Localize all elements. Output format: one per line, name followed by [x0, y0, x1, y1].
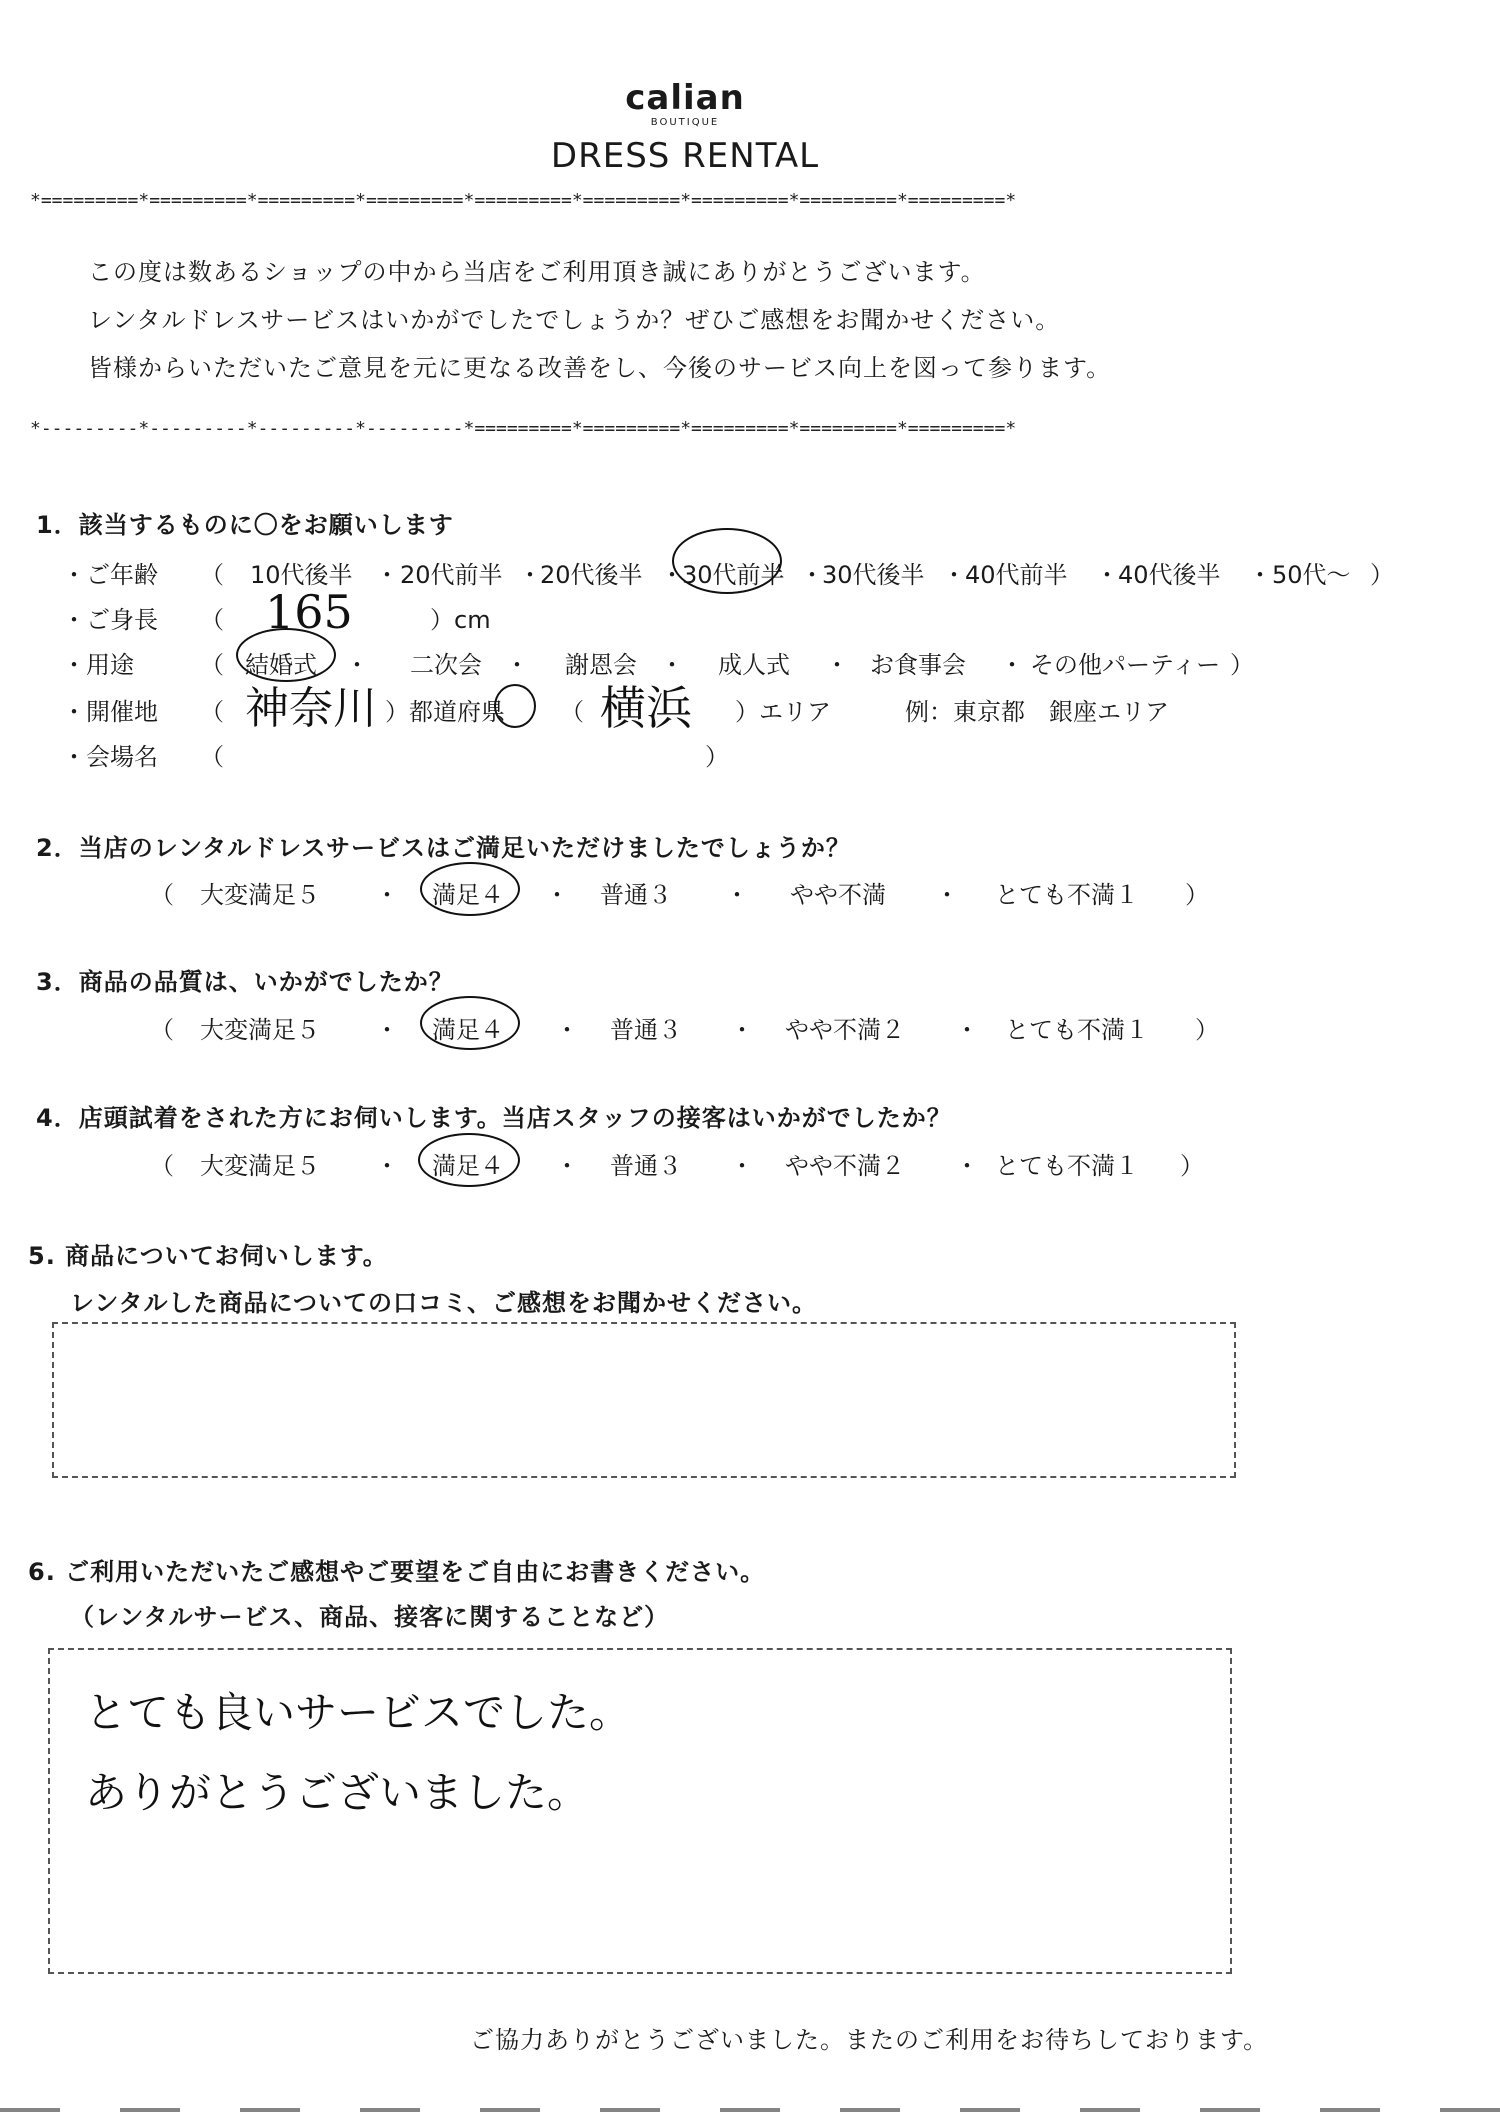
rating-separator: ・ [730, 1016, 754, 1044]
rating-separator: ・ [375, 1152, 399, 1180]
rating-separator: ・ [730, 1152, 754, 1180]
age-option-selected[interactable]: 30代前半 [682, 561, 785, 589]
purpose-option[interactable]: 成人式 [718, 651, 790, 679]
purpose-separator: ・ [660, 651, 684, 679]
age-separator: ・ [660, 561, 684, 589]
age-option[interactable]: 20代後半 [540, 561, 643, 589]
q2-title: 2．当店のレンタルドレスサービスはご満足いただけましたでしょうか？ [36, 834, 851, 862]
paren-open: （ [560, 698, 584, 726]
paren-open: （ [150, 1016, 174, 1044]
age-option[interactable]: 50代～ [1272, 561, 1351, 589]
selection-circle [494, 684, 536, 728]
purpose-separator: ・ [1000, 651, 1024, 679]
age-separator: ・ [942, 561, 966, 589]
rating-option[interactable]: 普通３ [610, 1016, 682, 1044]
age-separator: ・ [518, 561, 542, 589]
age-option[interactable]: 10代後半 [250, 561, 353, 589]
selection-circle [418, 1133, 520, 1187]
age-separator: ・ [800, 561, 824, 589]
brand-subtitle: BOUTIQUE [650, 117, 720, 128]
rating-option-selected[interactable]: 満足４ [432, 1152, 504, 1180]
rating-option[interactable]: やや不満２ [785, 1016, 905, 1044]
paren-close: ） [1230, 651, 1254, 679]
rating-option[interactable]: とても不満１ [995, 1152, 1139, 1180]
purpose-separator: ・ [345, 651, 369, 679]
paren-close: ） [1370, 561, 1394, 589]
age-option[interactable]: 30代後半 [822, 561, 925, 589]
q1-title: 1．該当するものに〇をお願いします [36, 511, 454, 539]
rating-option[interactable]: やや不満２ [785, 1152, 905, 1180]
venue-label: ・開催地 [62, 698, 158, 726]
paren-open: （ [200, 606, 224, 634]
rating-separator: ・ [555, 1152, 579, 1180]
purpose-option[interactable]: お食事会 [870, 651, 966, 679]
divider-top: *=========*=========*=========*=========*=========*=========*=========*=========*=========* [30, 190, 1017, 211]
age-option[interactable]: 20代前半 [400, 561, 503, 589]
service-title: DRESS RENTAL [550, 136, 820, 176]
rating-option[interactable]: 大変満足５ [200, 881, 320, 909]
purpose-option-selected[interactable]: 結婚式 [245, 651, 317, 679]
paren-close: ） [1180, 1152, 1204, 1180]
paren-open: （ [200, 651, 224, 679]
age-separator: ・ [375, 561, 399, 589]
venue-example: 例：東京都 銀座エリア [905, 698, 1169, 726]
age-separator: ・ [1095, 561, 1119, 589]
paren-close: ） [1195, 1016, 1219, 1044]
purpose-option[interactable]: 二次会 [410, 651, 482, 679]
height-unit: ）cm [430, 606, 491, 634]
rating-separator: ・ [375, 1016, 399, 1044]
purpose-separator: ・ [825, 651, 849, 679]
rating-separator: ・ [375, 881, 399, 909]
age-label: ・ご年齢 [62, 561, 158, 589]
q4-title: 4．店頭試着をされた方にお伺いします。当店スタッフの接客はいかがでしたか？ [36, 1104, 952, 1132]
rating-option[interactable]: とても不満１ [1005, 1016, 1149, 1044]
divider-bottom: *---------*---------*---------*---------*=========*=========*=========*=========*=========* [30, 418, 1017, 439]
scan-artifact-line [0, 2108, 1500, 2112]
selection-circle [420, 996, 520, 1050]
brand-logo: calian [625, 78, 745, 118]
height-value[interactable]: 165 [265, 585, 353, 639]
purpose-label: ・用途 [62, 651, 134, 679]
paren-open: （ [200, 743, 224, 771]
height-label: ・ご身長 [62, 606, 158, 634]
q6-answer-line-2: ありがとうございました。 [85, 1768, 590, 1817]
q5-subtitle: レンタルした商品についての口コミ、ご感想をお聞かせください。 [70, 1289, 817, 1317]
rating-option[interactable]: 大変満足５ [200, 1016, 320, 1044]
paren-open: （ [200, 561, 224, 589]
selection-circle [420, 862, 520, 916]
rating-option-selected[interactable]: 満足４ [432, 1016, 504, 1044]
paren-open: （ [150, 1152, 174, 1180]
venue-prefecture-value[interactable]: 神奈川 [245, 683, 377, 734]
footer-thanks: ご協力ありがとうございました。またのご利用をお待ちしております。 [470, 2026, 1269, 2054]
age-separator: ・ [1248, 561, 1272, 589]
rating-option[interactable]: やや不満 [790, 881, 886, 909]
purpose-option[interactable]: その他パーティー [1030, 651, 1221, 679]
hall-label: ・会場名 [62, 743, 158, 771]
age-option[interactable]: 40代前半 [965, 561, 1068, 589]
rating-option[interactable]: 普通３ [600, 881, 672, 909]
intro-line-2: レンタルドレスサービスはいかがでしたでしょうか？ぜひご感想をお聞かせください。 [88, 306, 1061, 334]
q3-title: 3．商品の品質は、いかがでしたか？ [36, 968, 454, 996]
paren-close: ） [705, 743, 729, 771]
age-option[interactable]: 40代後半 [1118, 561, 1221, 589]
purpose-separator: ・ [505, 651, 529, 679]
q6-answer-line-1: とても良いサービスでした。 [85, 1688, 632, 1737]
paren-open: （ [200, 698, 224, 726]
rating-option[interactable]: 大変満足５ [200, 1152, 320, 1180]
paren-open: （ [150, 881, 174, 909]
q6-subtitle: （レンタルサービス、商品、接客に関することなど） [70, 1603, 670, 1631]
venue-prefecture-suffix: ）都道府県 [385, 698, 505, 726]
rating-option-selected[interactable]: 満足４ [432, 881, 504, 909]
rating-separator: ・ [545, 881, 569, 909]
rating-separator: ・ [955, 1152, 979, 1180]
venue-area-value[interactable]: 横浜 [600, 681, 692, 735]
rating-separator: ・ [725, 881, 749, 909]
rating-option[interactable]: 普通３ [610, 1152, 682, 1180]
purpose-option[interactable]: 謝恩会 [565, 651, 637, 679]
q6-title: 6. ご利用いただいたご感想やご要望をご自由にお書きください。 [28, 1558, 766, 1586]
intro-line-1: この度は数あるショップの中から当店をご利用頂き誠にありがとうございます。 [88, 258, 986, 286]
intro-line-3: 皆様からいただいたご意見を元に更なる改善をし、今後のサービス向上を図って参ります。 [88, 354, 1112, 382]
rating-separator: ・ [955, 1016, 979, 1044]
q5-answer-box[interactable] [52, 1322, 1236, 1478]
paren-close: ） [1185, 881, 1209, 909]
rating-separator: ・ [935, 881, 959, 909]
venue-area-suffix: ）エリア [735, 698, 831, 726]
rating-option[interactable]: とても不満１ [995, 881, 1139, 909]
rating-separator: ・ [555, 1016, 579, 1044]
q5-title: 5. 商品についてお伺いします。 [28, 1242, 388, 1270]
selection-circle [672, 528, 782, 594]
